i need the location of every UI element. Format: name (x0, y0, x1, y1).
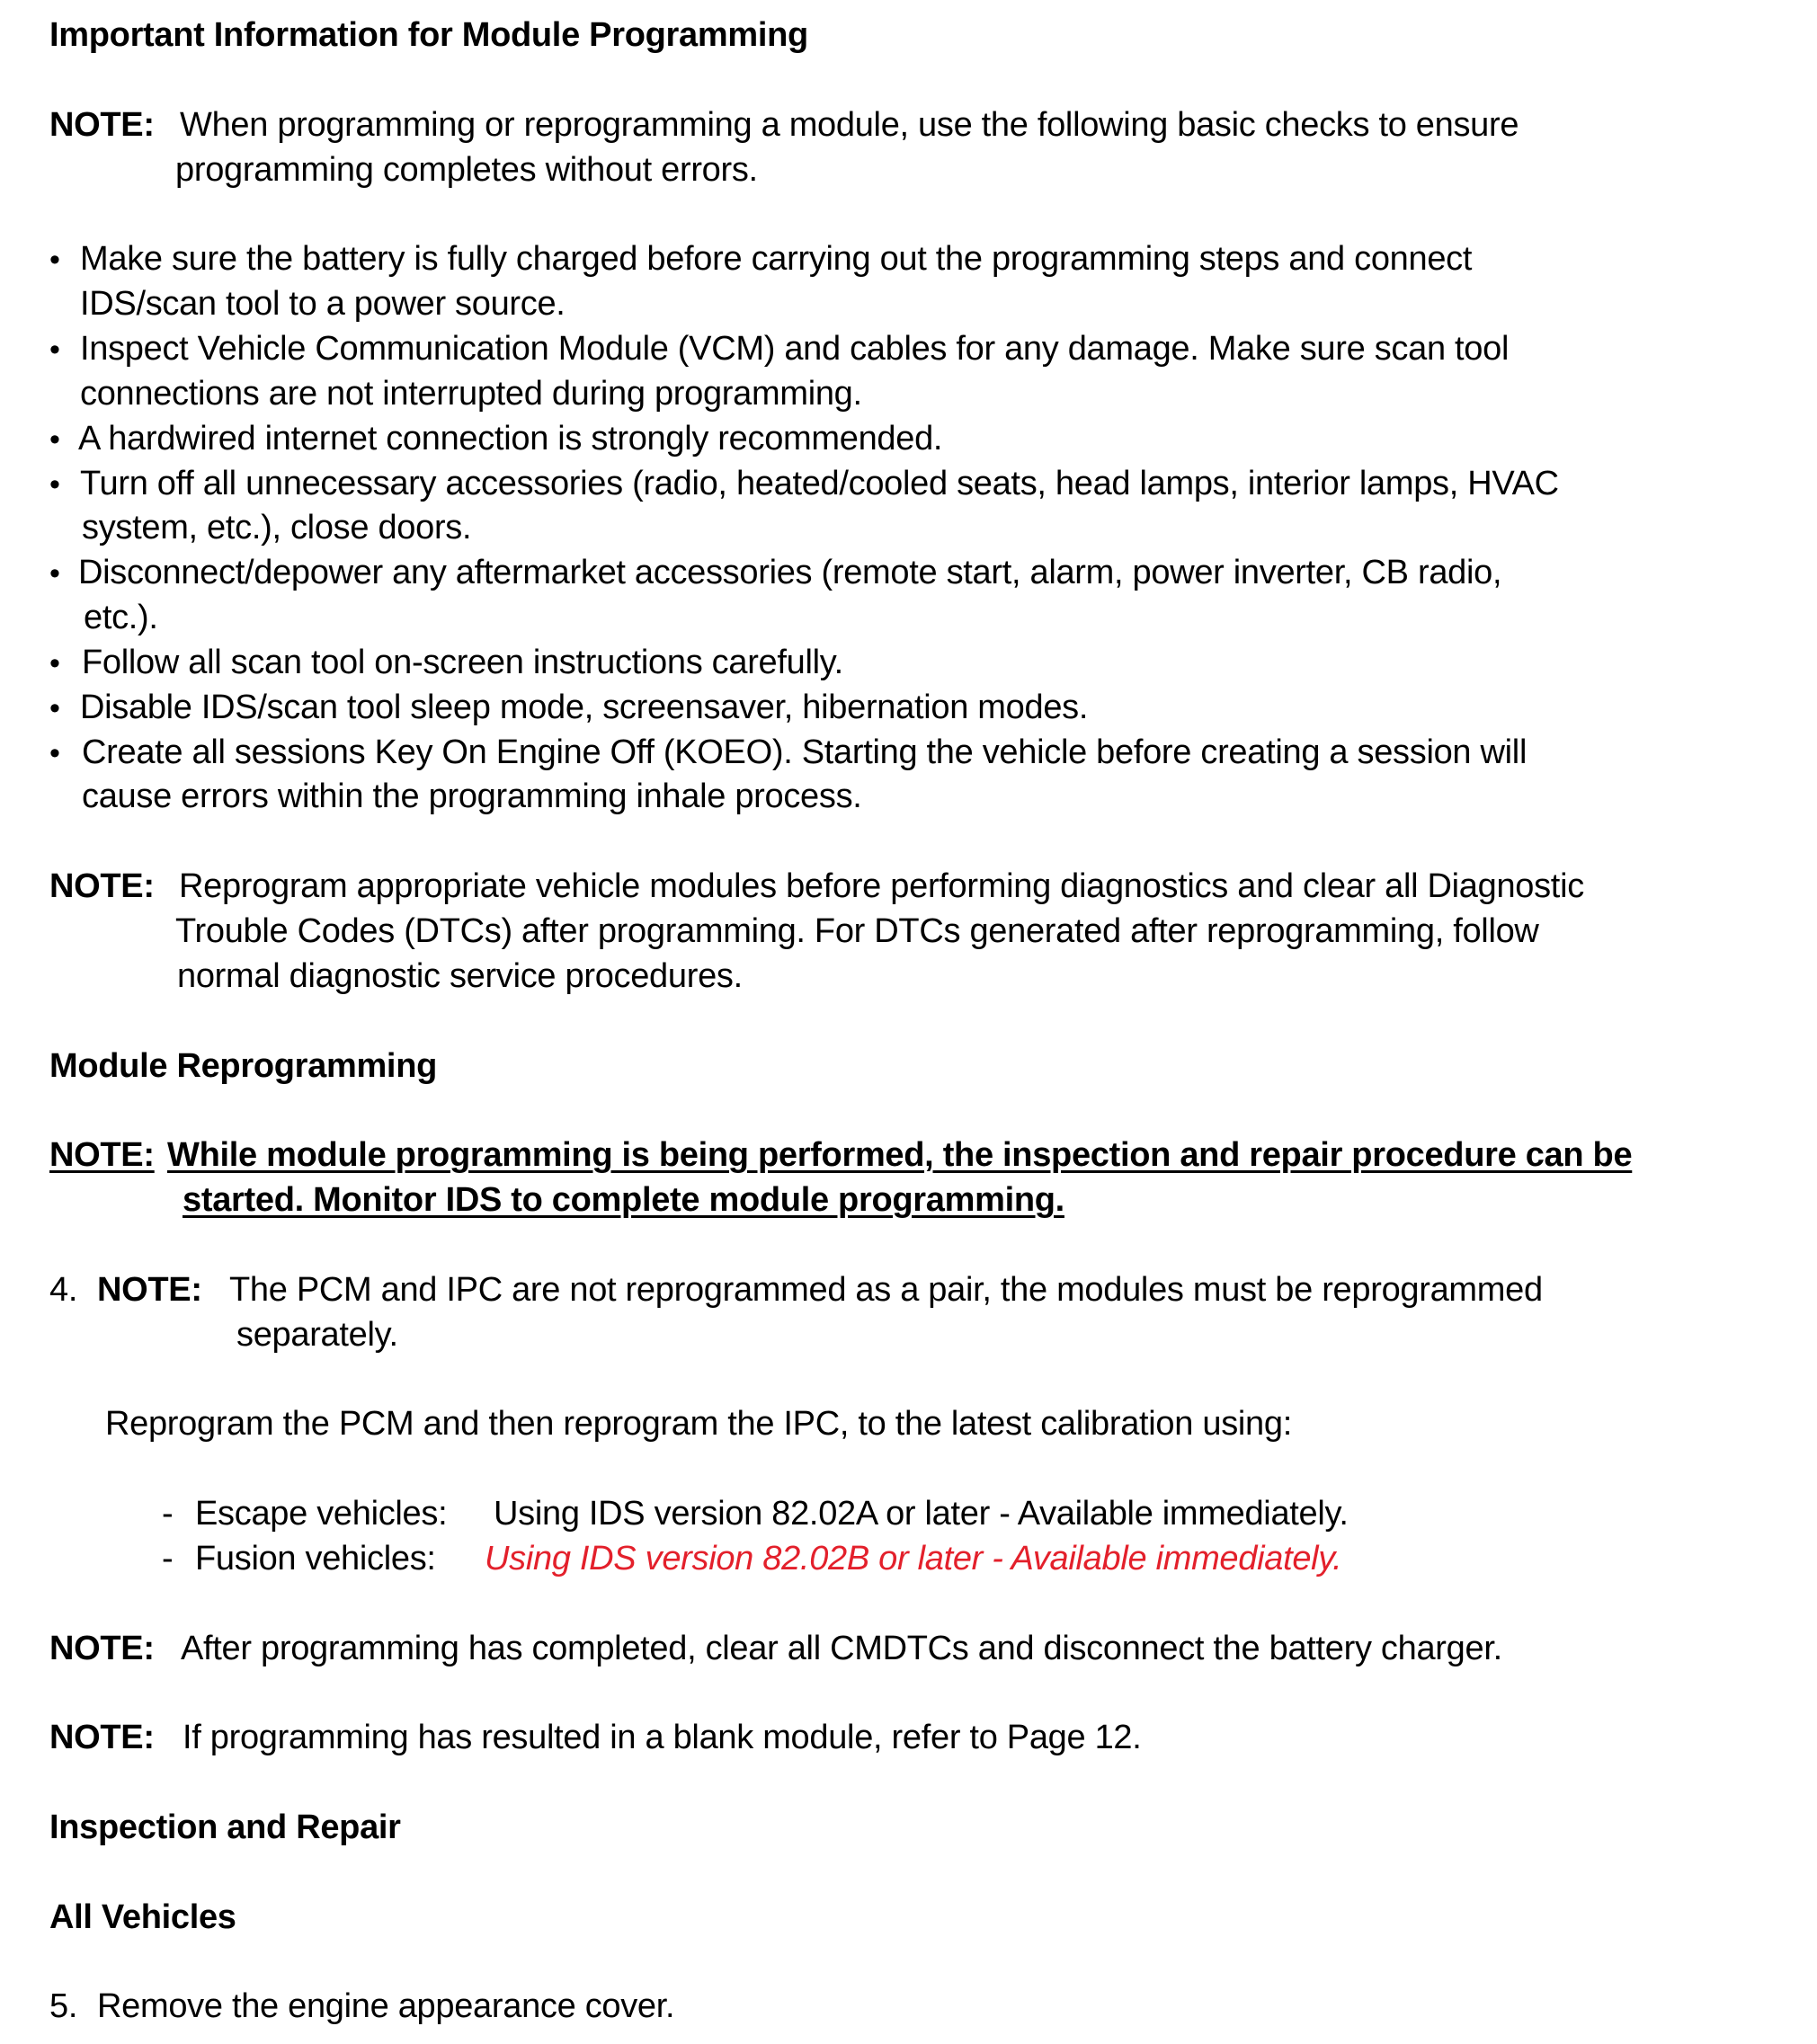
bullet-icon: • (49, 735, 60, 770)
note-label: NOTE: (49, 105, 155, 144)
checklist-item-line: Follow all scan tool on-screen instructions carefully. (82, 643, 843, 681)
step5-text: Remove the engine appearance cover. (97, 1987, 675, 2026)
checklist-item-line: A hardwired internet connection is strongly recommended. (78, 419, 943, 458)
after-programming-note: After programming has completed, clear all CMDTCs and disconnect the battery charger. (181, 1629, 1502, 1667)
vehicle-label: Fusion vehicles: (195, 1539, 436, 1577)
section-heading-inspection: Inspection and Repair (49, 1808, 401, 1846)
checklist-item-line: Disconnect/depower any aftermarket accessories (remote start, alarm, power inverter, CB radio, (78, 554, 1502, 592)
bullet-icon: • (49, 690, 60, 725)
underlined-note-line: While module programming is being performed, the inspection and repair procedure can be (167, 1136, 1633, 1175)
bullet-icon: • (49, 243, 60, 278)
dtc-note-line: Trouble Codes (DTCs) after programming. For DTCs generated after reprogramming, follow (175, 912, 1539, 950)
page-title: Important Information for Module Programming (49, 16, 808, 54)
note-label: NOTE: (97, 1270, 202, 1309)
checklist-item-line: Make sure the battery is fully charged before carrying out the programming steps and connect (80, 240, 1473, 279)
bullet-icon: • (49, 556, 60, 591)
checklist-item-line: Disable IDS/scan tool sleep mode, screensaver, hibernation modes. (80, 688, 1089, 726)
section-heading-module-reprogramming: Module Reprogramming (49, 1046, 438, 1085)
note-label: NOTE: (49, 867, 155, 906)
blank-module-note: If programming has resulted in a blank module, refer to Page 12. (183, 1719, 1142, 1757)
vehicle-label: Escape vehicles: (195, 1495, 448, 1533)
step-number: 4. (49, 1270, 78, 1309)
underlined-note-line: started. Monitor IDS to complete module programming. (183, 1181, 1064, 1220)
checklist-item-line: system, etc.), close doors. (82, 509, 472, 547)
bullet-icon: • (49, 467, 60, 502)
checklist-item-line: Turn off all unnecessary accessories (radio, heated/cooled seats, head lamps, interior lamps, HVAC (80, 464, 1559, 502)
dtc-note-line: normal diagnostic service procedures. (177, 956, 743, 995)
bullet-icon: • (49, 422, 60, 457)
checklist-item-line: etc.). (84, 599, 158, 637)
dtc-note-line: Reprogram appropriate vehicle modules before performing diagnostics and clear all Diagnostic (179, 867, 1584, 906)
intro-note-line: programming completes without errors. (175, 150, 758, 189)
bullet-icon: • (49, 645, 60, 680)
note-label: NOTE: (49, 1136, 155, 1175)
calibration-detail-highlighted: Using IDS version 82.02B or later - Available immediately. (485, 1539, 1342, 1577)
checklist-item-line: IDS/scan tool to a power source. (80, 285, 566, 324)
dash-icon: - (162, 1539, 174, 1577)
step-number: 5. (49, 1987, 78, 2026)
step4-instruction: Reprogram the PCM and then reprogram the IPC, to the latest calibration using: (105, 1405, 1292, 1444)
checklist-item-line: connections are not interrupted during programming. (80, 374, 862, 413)
checklist-item-line: Inspect Vehicle Communication Module (VCM) and cables for any damage. Make sure scan tool (80, 329, 1510, 368)
bullet-icon: • (49, 332, 60, 367)
section-heading-all-vehicles: All Vehicles (49, 1897, 236, 1936)
note-label: NOTE: (49, 1719, 155, 1757)
calibration-detail: Using IDS version 82.02A or later - Available immediately. (494, 1495, 1349, 1533)
dash-icon: - (162, 1495, 174, 1533)
intro-note-line: When programming or reprogramming a module, use the following basic checks to ensure (180, 105, 1519, 144)
checklist-item-line: Create all sessions Key On Engine Off (KOEO). Starting the vehicle before creating a session will (82, 733, 1528, 771)
checklist-item-line: cause errors within the programming inhale process. (82, 778, 862, 816)
note-label: NOTE: (49, 1629, 155, 1667)
step4-note-line: separately. (236, 1315, 398, 1354)
step4-note-line: The PCM and IPC are not reprogrammed as a pair, the modules must be reprogrammed (229, 1270, 1543, 1309)
